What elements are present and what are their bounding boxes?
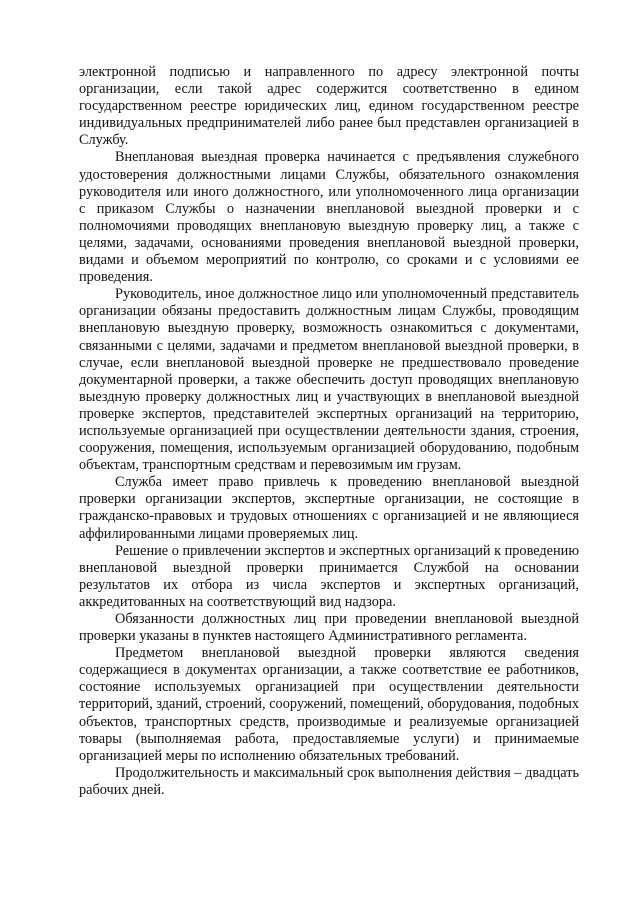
paragraph-experts-right: Служба имеет право привлечь к проведению внеплановой выездной проверки организации экспертов, экспертные организации, не состоящие в гражданско-правовых и трудовых отношениях с организацией и не являющиеся аффилированными лицами проверяемых лиц. xyxy=(79,474,579,542)
paragraph-inspection-start: Внеплановая выездная проверка начинается с предъявления служебного удостоверения должностными лицами Службы, обязательного ознакомления руководителя или иного должностного, или уполномоченного лица организации с приказом Службы о назначении внеплановой выездной проверки и с полномочиями проводящих внеплановую выездную проверку лиц, а также с целями, задачами, основаниями проведения внеплановой выездной проверки, видами и объемом мероприятий по контролю, со сроками и с условиями ее проведения. xyxy=(79,149,579,286)
paragraph-access-obligation: Руководитель, иное должностное лицо или уполномоченный представитель организации обязаны предоставить должностным лицам Службы, проводящим внеплановую выездную проверку, возможность ознакомиться с документами, связанными с целями, задачами и предметом внеплановой выездной проверки, в случае, если внеплановой выездной проверке не предшествовало проведение документарной проверки, а также обеспечить доступ проводящих внеплановую выездную проверку должностных лиц и участвующих в внеплановой выездной проверке экспертов, представителей экспертных организаций на территорию, используемые организацией при осуществлении деятельности здания, строения, сооружения, помещения, используемым организацией оборудованию, подобным объектам, транспортным средствам и перевозимым им грузам. xyxy=(79,286,579,474)
paragraph-duration: Продолжительность и максимальный срок выполнения действия – двадцать рабочих дней. xyxy=(79,764,579,798)
paragraph-duties: Обязанности должностных лиц при проведении внеплановой выездной проверки указаны в пунктев настоящего Административного регламента. xyxy=(79,611,579,645)
paragraph-continuation: электронной подписью и направленного по адресу электронной почты организации, если такой адрес содержится соответственно в едином государственном реестре юридических лиц, едином государственном реестре индивидуальных предпринимателей либо ранее был представлен организацией в Службу. xyxy=(79,64,579,149)
paragraph-experts-decision: Решение о привлечении экспертов и экспертных организаций к проведению внеплановой выездной проверки принимается Службой на основании результатов их отбора из числа экспертов и экспертных организаций, аккредитованных на соответствующий вид надзора. xyxy=(79,542,579,610)
paragraph-subject: Предметом внеплановой выездной проверки являются сведения содержащиеся в документах организации, а также соответствие ее работников, состояние используемых организацией при осуществлении деятельности территорий, зданий, строений, сооружений, помещений, оборудования, подобных объектов, транспортных средств, производимые и реализуемые организацией товары (выполняемая работа, предоставляемые услуги) и принимаемые организацией меры по исполнению обязательных требований. xyxy=(79,645,579,764)
document-page xyxy=(79,64,579,799)
